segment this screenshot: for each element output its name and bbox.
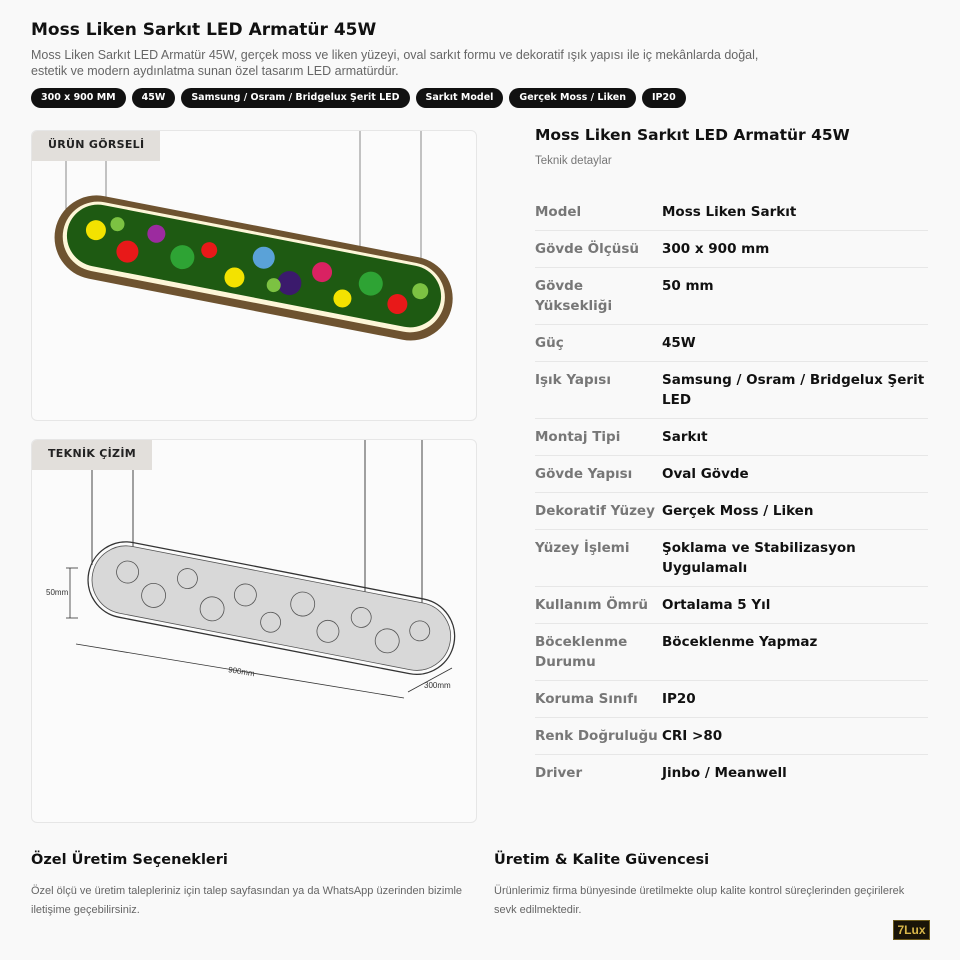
spec-row (535, 362, 928, 419)
spec-key: Model (535, 204, 582, 220)
product-image-label: ÜRÜN GÖRSELİ (32, 131, 160, 161)
custom-production-title: Özel Üretim Seçenekleri (31, 852, 228, 868)
spec-value: 50 mm (662, 278, 714, 294)
spec-value: Samsung / Osram / Bridgelux Şerit LED (662, 372, 925, 408)
spec-key: Güç (535, 335, 564, 351)
spec-value: Şoklama ve Stabilizasyon Uygulamalı (662, 540, 856, 576)
spec-row (535, 456, 928, 493)
brand-logo: 7Lux (893, 920, 930, 940)
tag-power: 45W (132, 88, 176, 108)
spec-value: Böceklenme Yapmaz (662, 634, 818, 650)
product-image (32, 131, 477, 421)
page-title: Moss Liken Sarkıt LED Armatür 45W (31, 20, 377, 40)
spec-value: Jinbo / Meanwell (662, 765, 787, 781)
technical-drawing-card (31, 439, 477, 823)
spec-row (535, 493, 928, 530)
spec-row (535, 587, 928, 624)
spec-key: Gövde Ölçüsü (535, 241, 640, 257)
dim-height-text: 50mm (46, 588, 69, 597)
spec-row (535, 194, 928, 231)
tag-surface: Gerçek Moss / Liken (509, 88, 636, 108)
spec-value: Oval Gövde (662, 466, 749, 482)
dim-width-text: 300mm (424, 681, 451, 690)
tag-mount: Sarkıt Model (416, 88, 504, 108)
specs-title: Moss Liken Sarkıt LED Armatür 45W (535, 126, 850, 144)
spec-value: 45W (662, 335, 696, 351)
spec-row (535, 624, 928, 681)
spec-row (535, 419, 928, 456)
product-description: Moss Liken Sarkıt LED Armatür 45W, gerçek moss ve liken yüzeyi, oval sarkıt formu ve dekoratif ışık yapısı ile iç mekânlarda doğal, estetik ve modern aydınlatma sunan özel tasarım LED armatürdür. (31, 48, 759, 78)
spec-key: Böceklenme Durumu (535, 634, 628, 670)
spec-value: 300 x 900 mm (662, 241, 770, 257)
spec-row (535, 718, 928, 755)
tag-size: 300 x 900 MM (31, 88, 126, 108)
spec-row (535, 530, 928, 587)
spec-row (535, 325, 928, 362)
tag-led: Samsung / Osram / Bridgelux Şerit LED (181, 88, 409, 108)
quality-title: Üretim & Kalite Güvencesi (494, 852, 710, 868)
spec-key: Dekoratif Yüzey (535, 503, 655, 519)
spec-value: Moss Liken Sarkıt (662, 204, 797, 220)
product-image-card (31, 130, 477, 421)
spec-row (535, 268, 928, 325)
spec-value: CRI >80 (662, 728, 723, 744)
spec-value: Sarkıt (662, 429, 708, 445)
specs-table (535, 194, 928, 791)
technical-drawing (32, 440, 477, 823)
spec-row (535, 231, 928, 268)
custom-production-text: Özel ölçü ve üretim talepleriniz için talep sayfasından ya da WhatsApp üzerinden bizimle iletişime geçebilirsiniz. (31, 885, 463, 916)
dim-length-text: 900mm (227, 665, 256, 679)
spec-key: Koruma Sınıfı (535, 691, 638, 707)
spec-key: Kullanım Ömrü (535, 597, 649, 613)
spec-row (535, 755, 928, 791)
technical-drawing-label: TEKNİK ÇİZİM (32, 440, 152, 470)
spec-key: Driver (535, 765, 583, 781)
tag-list (31, 88, 686, 108)
spec-key: Işık Yapısı (535, 372, 611, 388)
spec-value: Ortalama 5 Yıl (662, 597, 771, 613)
spec-key: Montaj Tipi (535, 429, 621, 445)
spec-value: Gerçek Moss / Liken (662, 503, 814, 519)
tag-ip: IP20 (642, 88, 686, 108)
quality-text: Ürünlerimiz firma bünyesinde üretilmekte olup kalite kontrol süreçlerinden geçirilerek sevk edilmektedir. (494, 885, 905, 916)
spec-key: Renk Doğruluğu (535, 728, 658, 744)
specs-subtitle: Teknik detaylar (535, 155, 612, 167)
spec-value: IP20 (662, 691, 696, 707)
spec-key: Gövde Yapısı (535, 466, 633, 482)
spec-key: Yüzey İşlemi (535, 540, 630, 556)
spec-row (535, 681, 928, 718)
spec-key: Gövde Yüksekliği (535, 278, 613, 314)
